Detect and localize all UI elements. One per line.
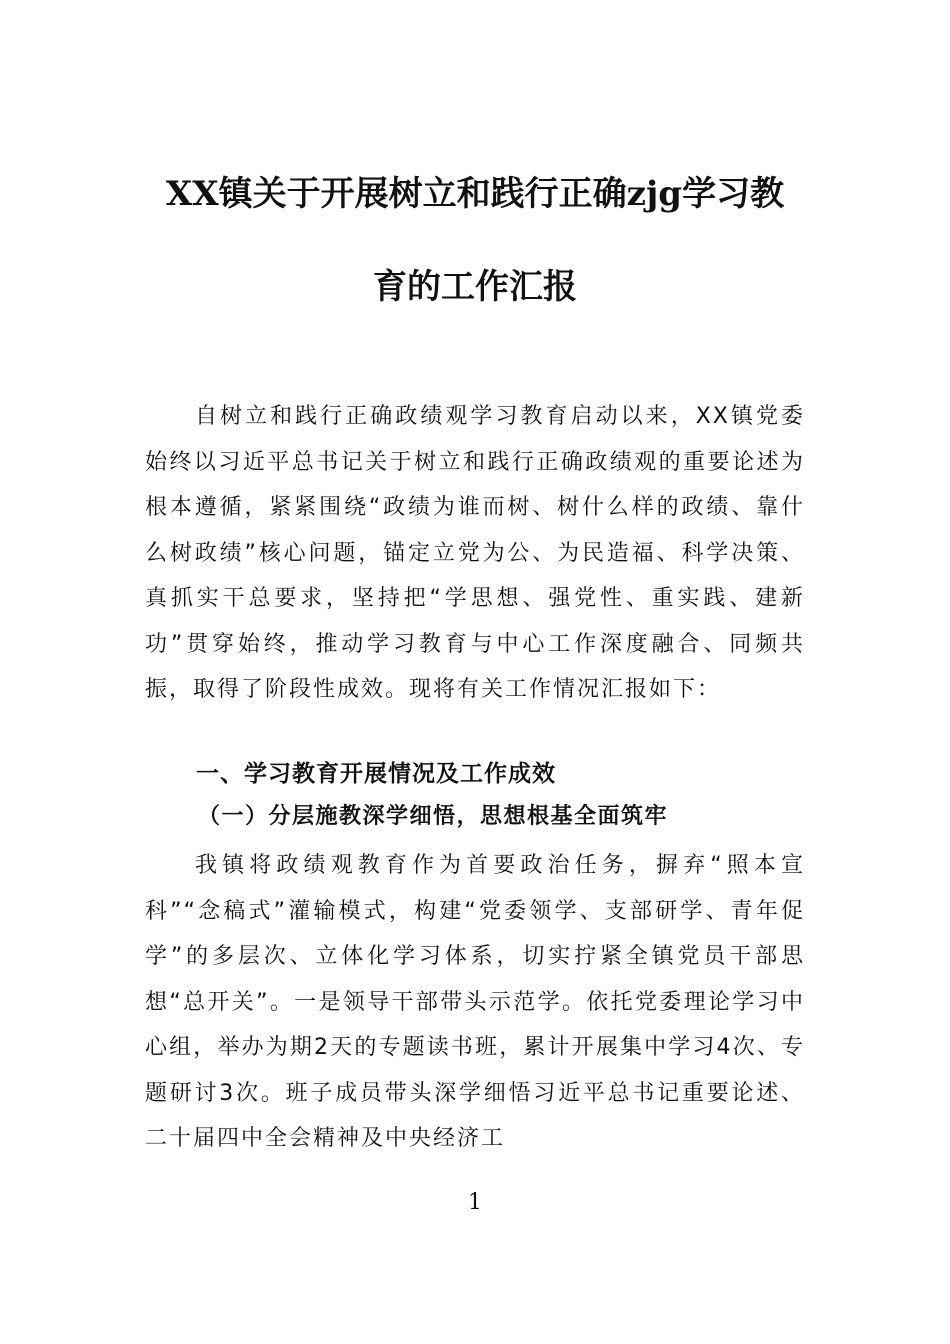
section-heading: 一、学习教育开展情况及工作成效 <box>196 761 556 787</box>
document-title-line-1: XX镇关于开展树立和践行正确zjg学习教 <box>165 174 785 214</box>
document-title-line-2: 育的工作汇报 <box>373 267 577 307</box>
body-paragraph: 我镇将政绩观教育作为首要政治任务，摒弃“照本宣科”“念稿式”灌输模式，构建“党委领学、支部研学、青年促学”的多层次、立体化学习体系，切实拧紧全镇党员干部思想“总开关”。一是领导干部带头示范学。依托党委理论学习中心组，举办为期2天的专题读书班，累计开展集中学习4次、专题研讨3次。班子成员带头深学细悟习近平总书记重要论述、二十届四中全会精神及中央经济工 <box>145 853 805 1151</box>
intro-paragraph: 自树立和践行正确政绩观学习教育启动以来，XX镇党委始终以习近平总书记关于树立和践行正确政绩观的重要论述为根本遵循，紧紧围绕“政绩为谁而树、树什么样的政绩、靠什么树政绩”核心问题，锚定立党为公、为民造福、科学决策、真抓实干总要求，坚持把“学思想、强党性、重实践、建新功”贯穿始终，推动学习教育与中心工作深度融合、同频共振，取得了阶段性成效。现将有关工作情况汇报如下： <box>145 404 805 702</box>
page-number: 1 <box>468 1190 482 1215</box>
subsection-heading: （一）分层施教深学细悟，思想根基全面筑牢 <box>198 804 669 829</box>
